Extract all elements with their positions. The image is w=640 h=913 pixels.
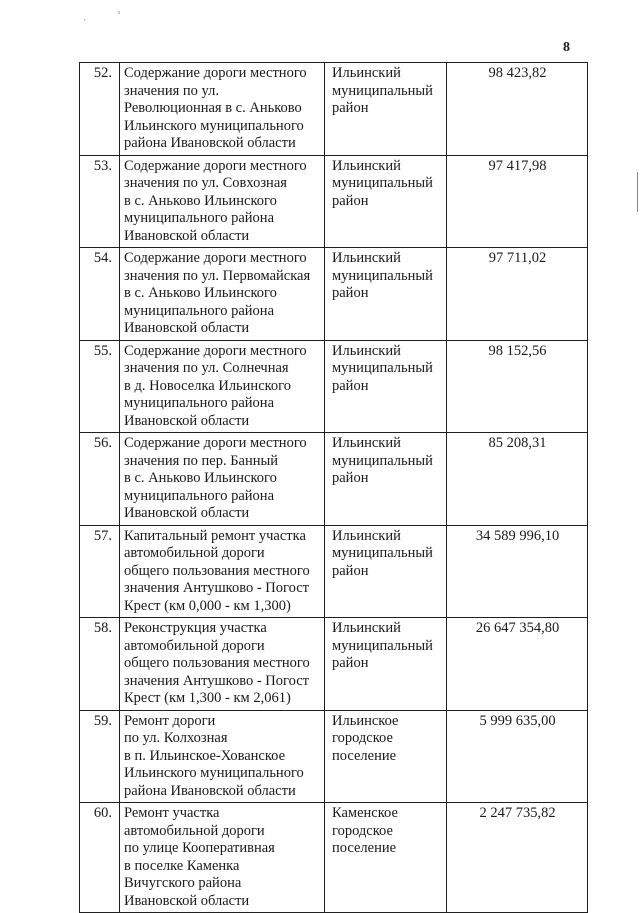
row-number: 60.	[80, 803, 120, 913]
recipient: Ильинское городское поселение	[325, 710, 447, 803]
table-row	[80, 618, 588, 711]
table-row	[80, 248, 588, 341]
recipient: Ильинский муниципальный район	[325, 63, 447, 156]
row-number: 52.	[80, 63, 120, 156]
recipient: Ильинский муниципальный район	[325, 340, 447, 433]
amount: 26 647 354,80	[447, 618, 588, 711]
item-name: Содержание дороги местного значения по пер. Банный в с. Аньково Ильинского муниципального района Ивановской области	[120, 433, 325, 526]
table-row	[80, 340, 588, 433]
table-row	[80, 525, 588, 618]
recipient: Ильинский муниципальный район	[325, 433, 447, 526]
row-number: 54.	[80, 248, 120, 341]
table-row	[80, 155, 588, 248]
budget-table	[79, 62, 588, 913]
amount: 5 999 635,00	[447, 710, 588, 803]
table-row	[80, 433, 588, 526]
row-number: 55.	[80, 340, 120, 433]
recipient: Ильинский муниципальный район	[325, 248, 447, 341]
amount: 97 711,02	[447, 248, 588, 341]
table-row	[80, 63, 588, 156]
item-name: Содержание дороги местного значения по ул. Первомайская в с. Аньково Ильинского муниципального района Ивановской области	[120, 248, 325, 341]
amount: 98 152,56	[447, 340, 588, 433]
amount: 2 247 735,82	[447, 803, 588, 913]
amount: 97 417,98	[447, 155, 588, 248]
item-name: Содержание дороги местного значения по ул. Революционная в с. Аньково Ильинского муниципального района Ивановской области	[120, 63, 325, 156]
item-name: Капитальный ремонт участка автомобильной дороги общего пользования местного значения Антушково - Погост Крест (км 0,000 - км 1,300)	[120, 525, 325, 618]
scan-mark: ¹	[118, 10, 121, 18]
row-number: 56.	[80, 433, 120, 526]
amount: 98 423,82	[447, 63, 588, 156]
item-name: Ремонт участка автомобильной дороги по улице Кооперативная в поселке Каменка Вичугского района Ивановской области	[120, 803, 325, 913]
page-number: 8	[563, 40, 570, 55]
recipient: Ильинский муниципальный район	[325, 525, 447, 618]
amount: 34 589 996,10	[447, 525, 588, 618]
recipient: Ильинский муниципальный район	[325, 618, 447, 711]
row-number: 57.	[80, 525, 120, 618]
row-number: 59.	[80, 710, 120, 803]
item-name: Содержание дороги местного значения по ул. Солнечная в д. Новоселка Ильинского муниципального района Ивановской области	[120, 340, 325, 433]
item-name: Содержание дороги местного значения по ул. Совхозная в с. Аньково Ильинского муниципального района Ивановской области	[120, 155, 325, 248]
item-name: Реконструкция участка автомобильной дороги общего пользования местного значения Антушково - Погост Крест (км 1,300 - км 2,061)	[120, 618, 325, 711]
scan-edge-mark	[637, 172, 638, 212]
table-row	[80, 803, 588, 913]
table-row	[80, 710, 588, 803]
recipient: Каменское городское поселение	[325, 803, 447, 913]
recipient: Ильинский муниципальный район	[325, 155, 447, 248]
row-number: 58.	[80, 618, 120, 711]
row-number: 53.	[80, 155, 120, 248]
scan-mark: ,	[84, 14, 86, 22]
amount: 85 208,31	[447, 433, 588, 526]
item-name: Ремонт дороги по ул. Колхозная в п. Ильинское-Хованское Ильинского муниципального района Ивановской области	[120, 710, 325, 803]
